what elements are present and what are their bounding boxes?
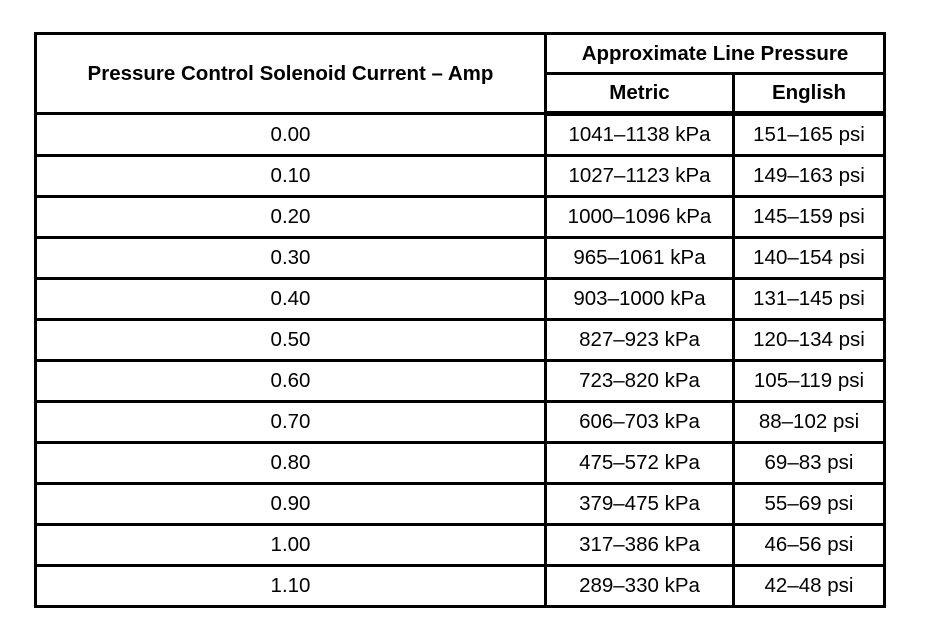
cell-english: 120–134 psi [734, 320, 885, 361]
table-row [36, 320, 885, 361]
table-row [36, 238, 885, 279]
cell-current: 0.50 [36, 320, 546, 361]
cell-metric: 1041–1138 kPa [546, 114, 734, 156]
cell-current: 0.60 [36, 361, 546, 402]
header-row-group [36, 34, 885, 74]
cell-current: 1.00 [36, 525, 546, 566]
cell-english: 55–69 psi [734, 484, 885, 525]
cell-metric: 1000–1096 kPa [546, 197, 734, 238]
table-row [36, 114, 885, 156]
cell-current: 0.40 [36, 279, 546, 320]
cell-current: 0.80 [36, 443, 546, 484]
header-english: English [734, 74, 885, 114]
cell-current: 1.10 [36, 566, 546, 607]
cell-english: 131–145 psi [734, 279, 885, 320]
cell-metric: 606–703 kPa [546, 402, 734, 443]
cell-english: 46–56 psi [734, 525, 885, 566]
cell-metric: 827–923 kPa [546, 320, 734, 361]
cell-metric: 965–1061 kPa [546, 238, 734, 279]
cell-metric: 475–572 kPa [546, 443, 734, 484]
cell-current: 0.30 [36, 238, 546, 279]
cell-metric: 1027–1123 kPa [546, 156, 734, 197]
cell-english: 149–163 psi [734, 156, 885, 197]
cell-current: 0.00 [36, 114, 546, 156]
cell-english: 69–83 psi [734, 443, 885, 484]
table-row [36, 279, 885, 320]
cell-current: 0.70 [36, 402, 546, 443]
header-solenoid-current: Pressure Control Solenoid Current – Amp [36, 34, 546, 114]
cell-current: 0.90 [36, 484, 546, 525]
table-row [36, 566, 885, 607]
cell-metric: 289–330 kPa [546, 566, 734, 607]
line-pressure-table [34, 32, 886, 608]
cell-english: 88–102 psi [734, 402, 885, 443]
cell-english: 42–48 psi [734, 566, 885, 607]
table-body [36, 114, 885, 607]
table-row [36, 402, 885, 443]
cell-metric: 379–475 kPa [546, 484, 734, 525]
table-row [36, 197, 885, 238]
table-row [36, 484, 885, 525]
cell-english: 145–159 psi [734, 197, 885, 238]
header-metric: Metric [546, 74, 734, 114]
table-row [36, 525, 885, 566]
cell-english: 140–154 psi [734, 238, 885, 279]
cell-current: 0.10 [36, 156, 546, 197]
table-header [36, 34, 885, 114]
table-row [36, 443, 885, 484]
cell-metric: 723–820 kPa [546, 361, 734, 402]
cell-metric: 317–386 kPa [546, 525, 734, 566]
cell-english: 105–119 psi [734, 361, 885, 402]
cell-english: 151–165 psi [734, 114, 885, 156]
table-row [36, 156, 885, 197]
table-row [36, 361, 885, 402]
cell-current: 0.20 [36, 197, 546, 238]
header-approximate-line-pressure: Approximate Line Pressure [546, 34, 885, 74]
cell-metric: 903–1000 kPa [546, 279, 734, 320]
